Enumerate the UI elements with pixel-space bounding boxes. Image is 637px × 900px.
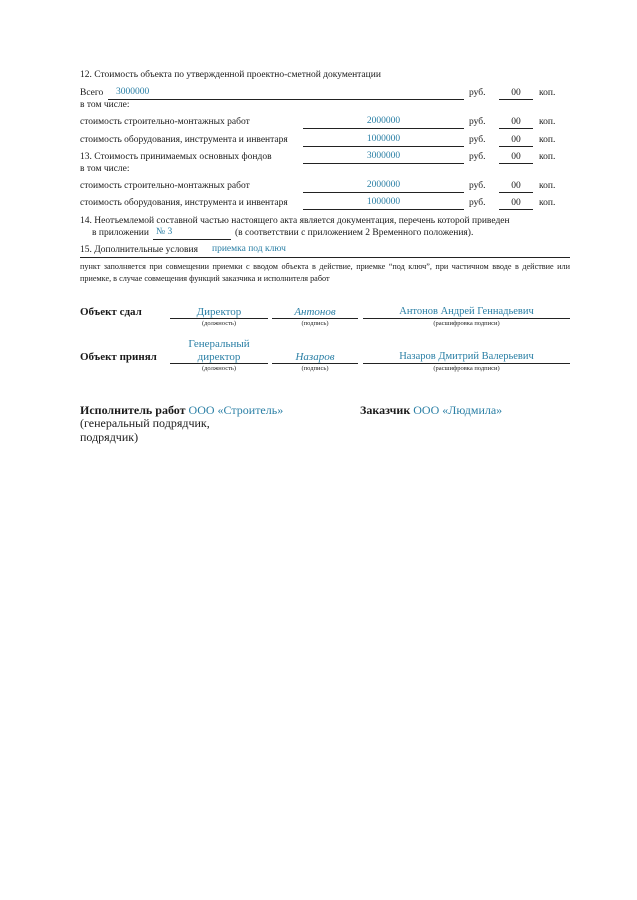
total-line [108, 99, 464, 100]
accepted-name-line [363, 363, 570, 364]
kop-line [499, 209, 533, 210]
item-13-title: 13. Стоимость принимаемых основных фондов [80, 152, 272, 162]
kop-value[interactable]: 00 [511, 135, 521, 145]
position-caption: (должность) [201, 320, 237, 327]
accepted-position-line1[interactable]: Генеральный [188, 338, 250, 350]
handed-position[interactable]: Директор [196, 306, 242, 318]
equip-line [303, 146, 464, 147]
equip-label: стоимость оборудования, инструмента и инвентаря [80, 135, 288, 145]
equip2-value[interactable]: 1000000 [366, 197, 401, 207]
rub-label: руб. [469, 135, 486, 145]
contractor-note2: подрядчик) [80, 430, 139, 444]
rub-label: руб. [469, 198, 486, 208]
equip2-line [303, 209, 464, 210]
handed-signature-line [272, 318, 358, 319]
kop-label: коп. [539, 198, 556, 208]
rub-label: руб. [469, 152, 486, 162]
item-12-title: 12. Стоимость объекта по утвержденной проектно-сметной документации [80, 70, 381, 80]
accepted-signature-line [272, 363, 358, 364]
kop-line [499, 146, 533, 147]
item-13-line [303, 163, 464, 164]
smr-label: стоимость строительно-монтажных работ [80, 117, 250, 127]
item-14-line1: 14. Неотъемлемой составной частью настоящего акта является документация, перечень которой приведен [80, 216, 510, 226]
accepted-label: Объект принял [80, 351, 157, 363]
handed-signature[interactable]: Антонов [294, 306, 336, 318]
item-14-prefix: в приложении [92, 228, 149, 238]
decoding-caption: (расшифровка подписи) [433, 320, 500, 327]
total-label: Всего [80, 88, 104, 98]
appendix-value[interactable]: № 3 [156, 227, 173, 237]
contractor-value[interactable]: ООО «Строитель» [188, 403, 284, 417]
rub-label: руб. [469, 181, 486, 191]
signature-caption: (подпись) [301, 320, 329, 327]
incl-label: в том числе: [80, 164, 130, 174]
kop-value[interactable]: 00 [511, 198, 521, 208]
smr2-value[interactable]: 2000000 [366, 180, 401, 190]
accepted-position-line2[interactable]: директор [197, 351, 241, 363]
item-15-line [80, 257, 570, 258]
accepted-signature[interactable]: Назаров [295, 351, 335, 363]
contractor-note1: (генеральный подрядчик, [80, 416, 210, 430]
kop-line [499, 128, 533, 129]
total-value[interactable]: 3000000 [116, 87, 150, 97]
customer-block [360, 403, 502, 418]
handed-label: Объект сдал [80, 306, 142, 318]
kop-label: коп. [539, 117, 556, 127]
kop-label: коп. [539, 152, 556, 162]
incl-label: в том числе: [80, 100, 130, 110]
kop-value[interactable]: 00 [511, 117, 521, 127]
customer-value[interactable]: ООО «Людмила» [413, 403, 503, 417]
item-15-value[interactable]: приемка под ключ [212, 244, 286, 254]
kop-label: коп. [539, 135, 556, 145]
smr-value[interactable]: 2000000 [366, 116, 401, 126]
smr-line [303, 128, 464, 129]
customer-label: Заказчик [360, 403, 411, 417]
accepted-name[interactable]: Назаров Дмитрий Валерьевич [399, 351, 534, 362]
position-caption: (должность) [201, 365, 237, 372]
item-15-note: пункт заполняется при совмещении приемки с вводом объекта в действие, приемке “под ключ”, при частичном вводе в действие или приемке, в случае совмещения функций заказчика и исполнителя работ [80, 262, 570, 283]
item-13-value[interactable]: 3000000 [366, 151, 401, 161]
handed-position-line [170, 318, 268, 319]
handed-name-line [363, 318, 570, 319]
appendix-line [153, 239, 231, 240]
item-14-suffix: (в соответствии с приложением 2 Временного положения). [235, 228, 474, 238]
kop-value[interactable]: 00 [511, 152, 521, 162]
kop-line [499, 99, 533, 100]
rub-label: руб. [469, 88, 486, 98]
kop-line [499, 163, 533, 164]
equip2-label: стоимость оборудования, инструмента и инвентаря [80, 198, 288, 208]
rub-label: руб. [469, 117, 486, 127]
decoding-caption: (расшифровка подписи) [433, 365, 500, 372]
contractor-label: Исполнитель работ [80, 403, 186, 417]
item-15-label: 15. Дополнительные условия [80, 245, 198, 255]
kop-line [499, 192, 533, 193]
signature-caption: (подпись) [301, 365, 329, 372]
smr2-line [303, 192, 464, 193]
handed-name[interactable]: Антонов Андрей Геннадьевич [399, 306, 534, 317]
accepted-position-line [170, 363, 268, 364]
kop-label: коп. [539, 88, 556, 98]
kop-value[interactable]: 00 [511, 88, 521, 98]
smr2-label: стоимость строительно-монтажных работ [80, 181, 250, 191]
kop-value[interactable]: 00 [511, 181, 521, 191]
kop-label: коп. [539, 181, 556, 191]
equip-value[interactable]: 1000000 [366, 134, 401, 144]
